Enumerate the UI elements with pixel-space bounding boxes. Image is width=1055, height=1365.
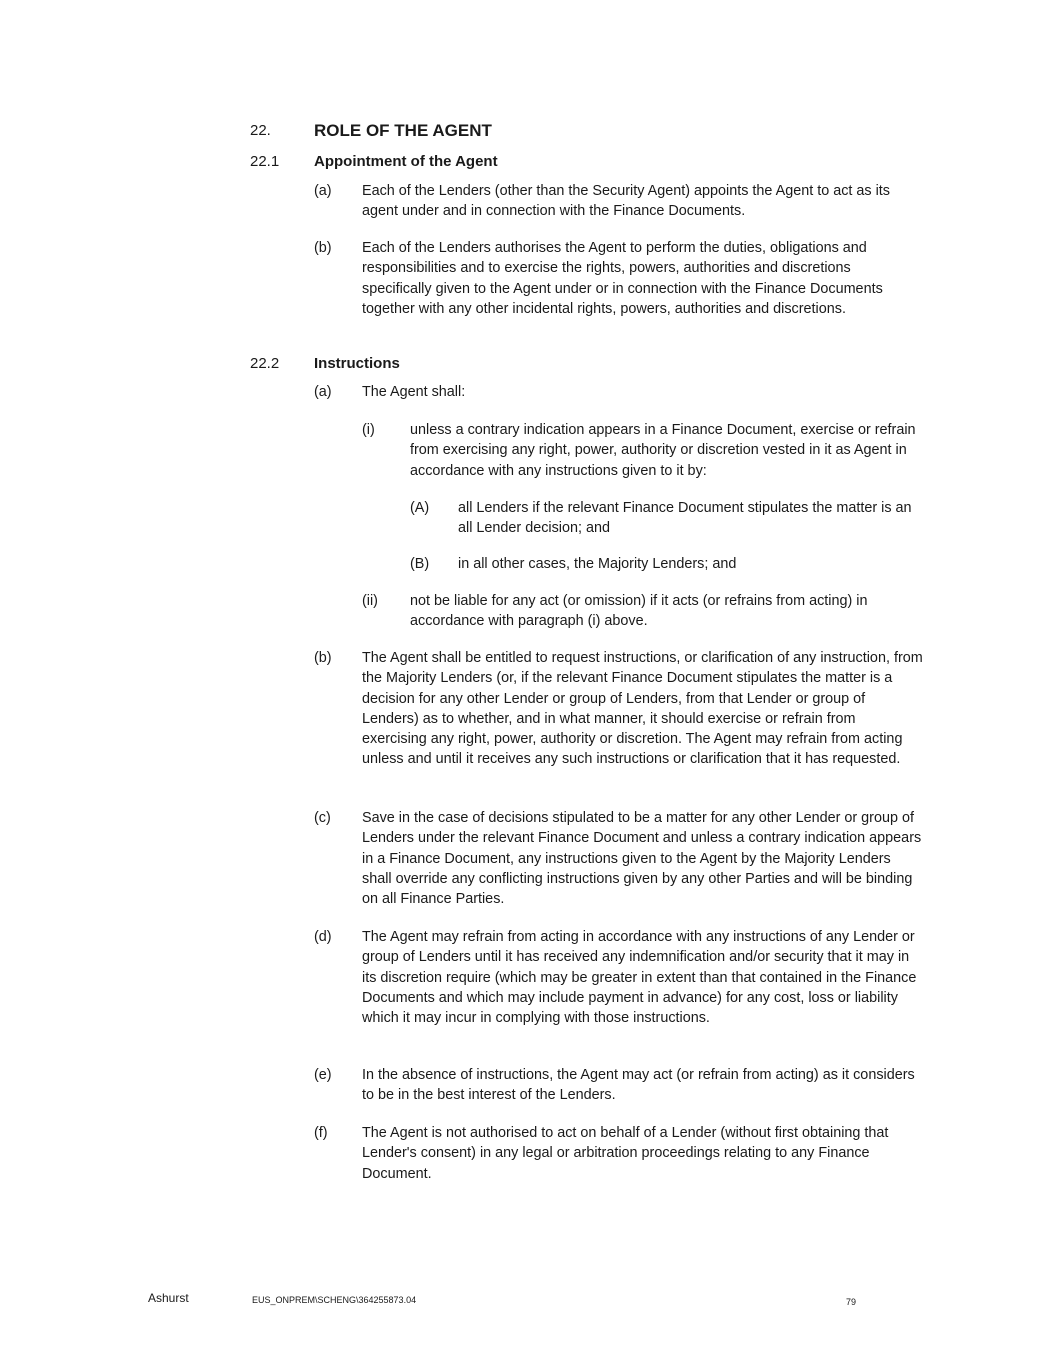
clause-title-22-1: Appointment of the Agent	[314, 153, 498, 170]
item-text-22-2-a-i: unless a contrary indication appears in a Finance Document, exercise or refrain from exercising any right, power, authority or discretion vested in it as Agent in accordance with any instructions given to it by:	[410, 422, 916, 479]
item-label-22-2-f: (f)	[314, 1125, 328, 1141]
clause-number-22-1: 22.1	[250, 153, 280, 170]
item-text-22-2-a-i-B: in all other cases, the Majority Lenders; and	[458, 556, 737, 572]
clause-title-22-2: Instructions	[314, 355, 400, 372]
item-text-22-2-d: The Agent may refrain from acting in accordance with any instructions of any Lender or group of Lenders until it has received any indemnification and/or security that it may in its discretion require (which may be greater in extent than that contained in the Finance Documents and which may include payment in advance) for any cost, loss or liability which it may incur in complying with those instructions.	[362, 929, 917, 1027]
item-label-22-2-b: (b)	[314, 650, 332, 666]
section-title: ROLE OF THE AGENT	[314, 121, 492, 140]
footer-firm: Ashurst	[148, 1291, 189, 1305]
item-text-22-2-a-i-A: all Lenders if the relevant Finance Document stipulates the matter is an all Lender decision; and	[458, 500, 912, 537]
item-text-22-1-a: Each of the Lenders (other than the Security Agent) appoints the Agent to act as its agent under and in connection with the Finance Documents.	[362, 183, 890, 220]
item-label-22-2-a: (a)	[314, 384, 332, 400]
item-text-22-2-a-ii: not be liable for any act (or omission) if it acts (or refrains from acting) in accordance with paragraph (i) above.	[410, 593, 868, 630]
item-text-22-2-e: In the absence of instructions, the Agent may act (or refrain from acting) as it considers to be in the best interest of the Lenders.	[362, 1067, 915, 1104]
item-label-22-2-a-i: (i)	[362, 422, 375, 438]
item-text-22-2-f: The Agent is not authorised to act on behalf of a Lender (without first obtaining that Lender's consent) in any legal or arbitration proceedings relating to any Finance Document.	[362, 1125, 889, 1182]
item-text-22-2-b: The Agent shall be entitled to request instructions, or clarification of any instruction, from the Majority Lenders (or, if the relevant Finance Document stipulates the matter is a decision for any other Lender or group of Lenders, from that Lender or group of Lenders) as to whether, and in what manner, it should exercise or refrain from exercising any right, power, authority or discretion. The Agent may refrain from acting unless and until it receives any such instructions or clarification that it has requested.	[362, 650, 923, 768]
item-label-22-2-d: (d)	[314, 929, 332, 945]
footer-doc-ref: EUS_ONPREM\SCHENG\364255873.04	[252, 1295, 417, 1305]
item-label-22-1-a: (a)	[314, 183, 332, 199]
item-text-22-2-c: Save in the case of decisions stipulated to be a matter for any other Lender or group of Lenders under the relevant Finance Document and unless a contrary indication appears in a Finance Document, any instructions given to the Agent by the Majority Lenders shall override any conflicting instructions given by any other Parties and will be binding on all Finance Parties.	[362, 810, 922, 908]
item-label-22-2-a-i-A: (A)	[410, 500, 430, 516]
item-label-22-2-a-ii: (ii)	[362, 593, 378, 609]
section-number: 22.	[250, 122, 271, 139]
item-label-22-2-a-i-B: (B)	[410, 556, 430, 572]
item-label-22-1-b: (b)	[314, 240, 332, 256]
clause-number-22-2: 22.2	[250, 355, 280, 372]
item-text-22-2-a: The Agent shall:	[362, 384, 466, 400]
item-text-22-1-b: Each of the Lenders authorises the Agent to perform the duties, obligations and responsibilities and to exercise the rights, powers, authorities and discretions specifically given to the Agent under or in connection with the Finance Documents together with any other incidental rights, powers, authorities and discretions.	[362, 240, 883, 317]
footer-page-number: 79	[846, 1297, 857, 1307]
item-label-22-2-c: (c)	[314, 810, 331, 826]
item-label-22-2-e: (e)	[314, 1067, 332, 1083]
